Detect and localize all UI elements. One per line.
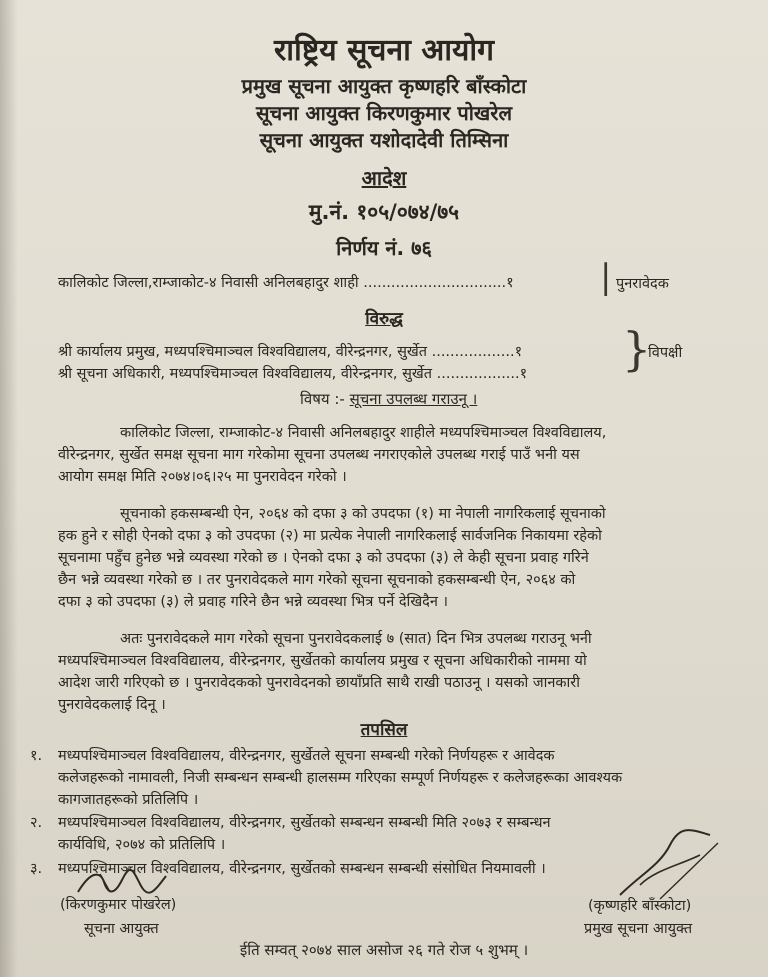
document-title: राष्ट्रिय सूचना आयोग — [273, 33, 495, 68]
schedule-item-1-line-3: कागजातहरूको प्रतिलिपि । — [58, 792, 199, 808]
respondent-brace: } — [622, 322, 652, 376]
respondent-role: विपक्षी — [648, 345, 683, 361]
schedule-item-1-line-1: मध्यपश्चिमाञ्चल विश्वविद्यालय, वीरेन्द्रनगर, सुर्खेतले सूचना सम्बन्धी गरेको निर्णयहरू र आवेदक — [58, 748, 555, 764]
paragraph-2-line-4: छैन भन्ने व्यवस्था गरेको छ । तर पुनरावेदकले माग गरेको सूचना सूचनाको हकसम्बन्धी ऐन, २०६४ को — [58, 572, 576, 588]
paragraph-1-line-3: आयोग समक्ष मिति २०७४।०६।२५ मा पुनरावेदन गरेको । — [58, 469, 347, 485]
schedule-item-2-number: २. — [30, 815, 43, 831]
paragraph-2-line-3: सूचनामा पहुँच हुनेछ भन्ने व्यवस्था गरेको छ । ऐनको दफा ३ को उपदफा (३) ले केही सूचना प्रवाह गरिने — [58, 550, 589, 566]
paragraph-1-line-2: वीरेन्द्रनगर, सुर्खेत समक्ष सूचना माग गरेकोमा सूचना उपलब्ध नगराएकोले उपलब्ध गराई पाउँ भनी यस — [58, 447, 580, 463]
left-signatory-title: सूचना आयुक्त — [84, 921, 159, 937]
subject-text: सूचना उपलब्ध गराउनू । — [349, 390, 478, 408]
schedule-item-3-number: ३. — [30, 861, 43, 877]
order-heading: आदेश — [361, 166, 407, 190]
paragraph-2-line-5: दफा ३ को उपदफा (३) ले प्रवाह गरिने छैन भन्ने व्यवस्था भित्र पर्ने देखिदैन । — [58, 594, 449, 610]
commissioner-line-1: सूचना आयुक्त किरणकुमार पोखरेल — [255, 101, 513, 125]
schedule-item-3-line-1: मध्यपश्चिमाञ्चल विश्वविद्यालय, वीरेन्द्रनगर, सुर्खेतको सम्बन्धन सम्बन्धी संसोधित नियमावली । — [58, 861, 546, 877]
appellant-role: पुनरावेदक — [616, 276, 669, 292]
right-signatory-name: (कृष्णहरि बाँस्कोटा) — [588, 898, 692, 914]
paragraph-3-line-3: आदेश जारी गरिएको छ । पुनरावेदकको पुनरावेदनको छायाँप्रति साथै राखी पठाउनू । यसको जानकारी — [58, 675, 580, 691]
document-footer-date: ईति सम्वत् २०७४ साल असोज २६ गते रोज ५ शुभम् । — [239, 941, 529, 959]
right-signature-mark — [600, 825, 730, 905]
respondent-line-1: श्री कार्यालय प्रमुख, मध्यपश्चिमाञ्चल विश्वविद्यालय, वीरेन्द्रनगर, सुर्खेत ..................१ — [58, 344, 523, 360]
versus-heading: विरुद्ध — [365, 309, 403, 329]
decision-number: निर्णय नं. ७६ — [336, 236, 432, 260]
schedule-item-2-line-2: कार्यविधि, २०७४ को प्रतिलिपि । — [58, 837, 226, 853]
right-signatory-title: प्रमुख सूचना आयुक्त — [584, 921, 693, 937]
paragraph-2-line-1: सूचनाको हकसम्बन्धी ऐन, २०६४ को दफा ३ को उपदफा (१) मा नेपाली नागरिकलाई सूचनाको — [120, 506, 606, 522]
paragraph-3-line-1: अतः पुनरावेदकले माग गरेको सूचना पुनरावेदकलाई ७ (सात) दिन भित्र उपलब्ध गराउनू भनी — [120, 631, 592, 647]
commissioner-line-2: सूचना आयुक्त यशोदादेवी तिम्सिना — [259, 128, 509, 152]
chief-commissioner-line: प्रमुख सूचना आयुक्त कृष्णहरि बाँस्कोटा — [241, 74, 527, 98]
appellant-line: कालिकोट जिल्ला,राम्जाकोट-४ निवासी अनिलबहादुर शाही ...............................१ — [58, 275, 514, 291]
paragraph-3-line-4: पुनरावेदकलाई दिनू । — [58, 697, 166, 713]
left-signatory-name: (किरणकुमार पोखरेल) — [60, 897, 177, 913]
schedule-item-2-line-1: मध्यपश्चिमाञ्चल विश्वविद्यालय, वीरेन्द्रनगर, सुर्खेतको सम्बन्धन सम्बन्धी मिति २०७३ र सम्बन्धन — [58, 815, 551, 831]
appellant-brace: | — [600, 257, 612, 297]
subject-line — [300, 389, 477, 409]
subject-prefix: विषय :- — [300, 390, 345, 408]
paragraph-3-line-2: मध्यपश्चिमाञ्चल विश्वविद्यालय, वीरेन्द्रनगर, सुर्खेतको कार्यालय प्रमुख र सूचना अधिकारीको नाममा यो — [58, 653, 587, 669]
respondent-line-2: श्री सूचना अधिकारी, मध्यपश्चिमाञ्चल विश्वविद्यालय, वीरेन्द्रनगर, सुर्खेत ..................१ — [58, 366, 528, 382]
paragraph-2-line-2: हक हुने र सोही ऐनको दफा ३ को उपदफा (२) मा प्रत्येक नेपाली नागरिकलाई सार्वजनिक निकायमा रहेको — [58, 528, 602, 544]
paragraph-1-line-1: कालिकोट जिल्ला, राम्जाकोट-४ निवासी अनिलबहादुर शाहीले मध्यपश्चिमाञ्चल विश्वविद्यालय, — [120, 425, 607, 441]
schedule-heading: तपसिल — [360, 720, 408, 740]
schedule-item-1-line-2: कलेजहरूको नामावली, निजी सम्बन्धन सम्बन्धी हालसम्म गरिएका सम्पूर्ण निर्णयहरू र कलेजहरूका आवश्यक — [58, 770, 623, 786]
schedule-item-1-number: १. — [30, 748, 43, 764]
case-number: मु.नं. १०५/०७४/७५ — [308, 200, 460, 224]
